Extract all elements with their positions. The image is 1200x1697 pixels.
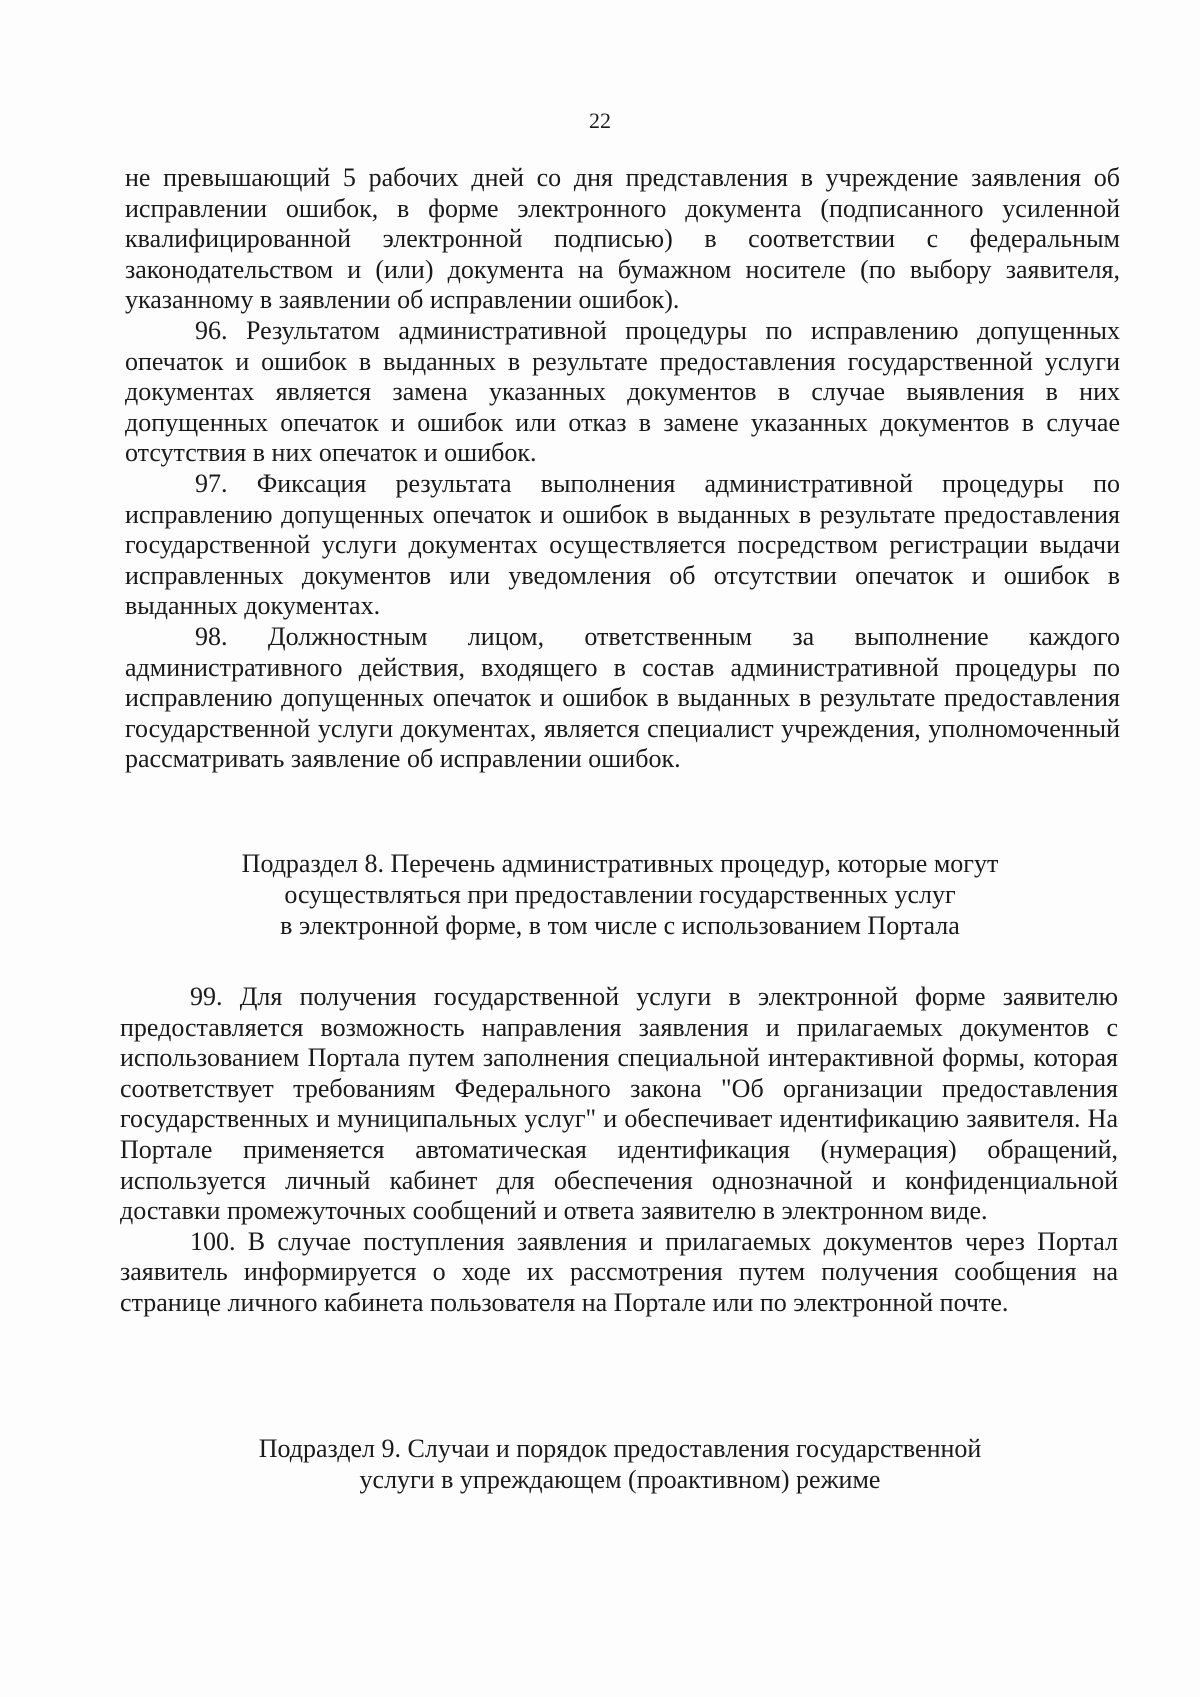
subsection-9-heading-line: Подраздел 9. Случаи и порядок предоставления государственной: [258, 1434, 982, 1463]
paragraph-98: 98. Должностным лицом, ответственным за выполнение каждого административного действия, входящего в состав административной процедуры по исправлению допущенных опечаток и ошибок в выданных в результате предоставления государственной услуги документах, является специалист учреждения, уполномоченный рассматривать заявление об исправлении ошибок.: [125, 621, 1120, 774]
text-block-lower: [120, 982, 1118, 1319]
paragraph-96: 96. Результатом административной процедуры по исправлению допущенных опечаток и ошибок в выданных в результате предоставления государственной услуги документах является замена указанных документов в случае выявления в них допущенных опечаток и ошибок или отказ в замене указанных документов в случае отсутствия в них опечаток и ошибок.: [125, 315, 1120, 468]
text-block-upper: [125, 163, 1120, 775]
subsection-9-heading-line: услуги в упреждающем (проактивном) режиме: [359, 1465, 881, 1494]
subsection-8-heading-line: осуществляться при предоставлении государственных услуг: [284, 880, 956, 909]
paragraph-97: 97. Фиксация результата выполнения административной процедуры по исправлению допущенных опечаток и ошибок в выданных в результате предоставления государственной услуги документах осуществляется посредством регистрации выдачи исправленных документов или уведомления об отсутствии опечаток и ошибок в выданных документах.: [125, 468, 1120, 621]
subsection-9-heading: [20, 1433, 1200, 1495]
paragraph-continuation: не превышающий 5 рабочих дней со дня представления в учреждение заявления об исправлении ошибок, в форме электронного документа (подписанного усиленной квалифицированной электронной подписью) в соответствии с федеральным законодательством и (или) документа на бумажном носителе (по выбору заявителя, указанному в заявлении об исправлении ошибок).: [125, 163, 1120, 315]
subsection-8-heading-line: в электронной форме, в том числе с использованием Портала: [280, 911, 960, 940]
subsection-8-heading: [20, 848, 1200, 941]
subsection-8-heading-line: Подраздел 8. Перечень административных процедур, которые могут: [241, 849, 999, 878]
paragraph-100: 100. В случае поступления заявления и прилагаемых документов через Портал заявитель информируется о ходе их рассмотрения путем получения сообщения на странице личного кабинета пользователя на Портале или по электронной почте.: [120, 1226, 1118, 1317]
paragraph-99: 99. Для получения государственной услуги в электронной форме заявителю предоставляется возможность направления заявления и прилагаемых документов с использованием Портала путем заполнения специальной интерактивной формы, которая соответствует требованиям Федерального закона "Об организации предоставления государственных и муниципальных услуг" и обеспечивает идентификацию заявителя. На Портале применяется автоматическая идентификация (нумерация) обращений, используется личный кабинет для обеспечения однозначной и конфиденциальной доставки промежуточных сообщений и ответа заявителю в электронном виде.: [120, 982, 1118, 1226]
page-number: 22: [589, 108, 611, 133]
